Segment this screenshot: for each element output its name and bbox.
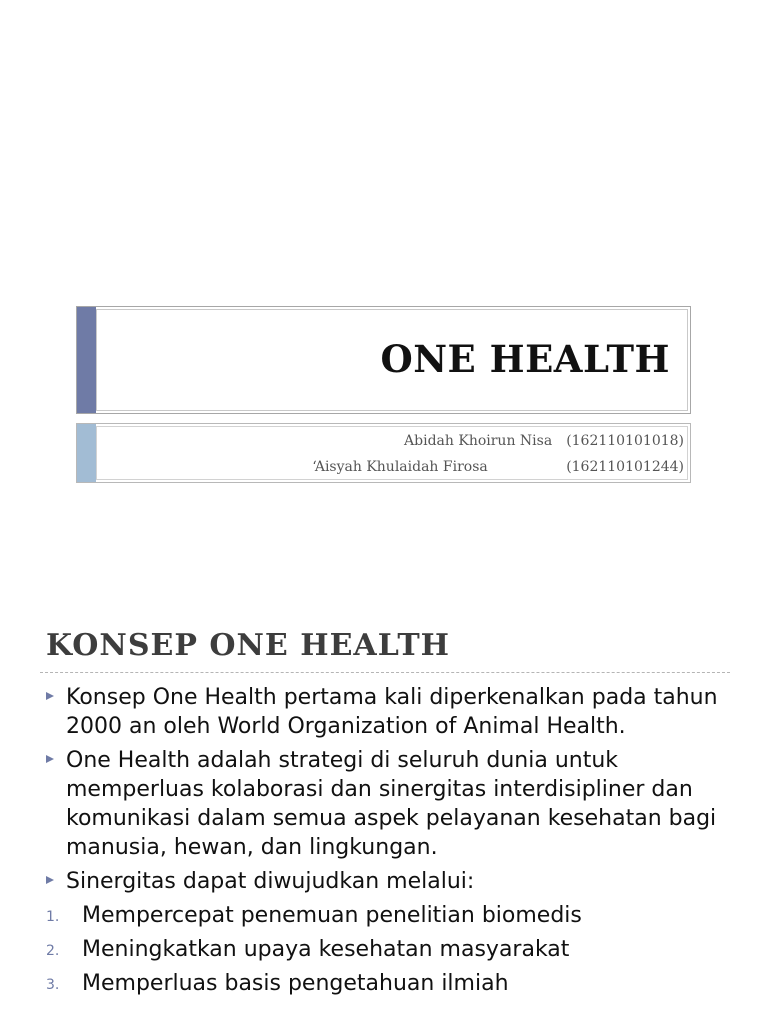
- numbered-text: Memperluas basis pengetahuan ilmiah: [82, 971, 509, 996]
- author-name: ‘Aisyah Khulaidah Firosa: [312, 459, 488, 475]
- author-nim: (162110101244): [566, 459, 684, 475]
- bullet-item: [44, 746, 724, 862]
- list-number: 2.: [46, 943, 60, 959]
- bullet-text: Sinergitas dapat diwujudkan melalui:: [66, 869, 475, 894]
- author-row: [312, 459, 684, 475]
- numbered-text: Mempercepat penemuan penelitian biomedis: [82, 903, 582, 928]
- triangle-bullet-icon: [46, 876, 54, 884]
- list-number: 1.: [46, 909, 60, 925]
- numbered-item: [44, 969, 724, 998]
- numbered-item: [44, 935, 724, 964]
- triangle-bullet-icon: [46, 692, 54, 700]
- subtitle-accent-bar: [77, 424, 96, 482]
- title-box: [76, 306, 691, 414]
- numbered-text: Meningkatkan upaya kesehatan masyarakat: [82, 937, 570, 962]
- title-accent-bar: [77, 307, 96, 413]
- bullet-item: [44, 867, 724, 896]
- slide-title: ONE HEALTH: [380, 337, 670, 381]
- bullet-text: One Health adalah strategi di seluruh dunia untuk memperluas kolaborasi dan sinergitas interdisipliner dan komunikasi dalam semua aspek pelayanan kesehatan bagi manusia, hewan, dan lingkungan.: [66, 748, 717, 860]
- numbered-item: [44, 901, 724, 930]
- slide-heading: KONSEP ONE HEALTH: [46, 628, 451, 663]
- subtitle-box: [76, 423, 691, 483]
- author-name: Abidah Khoirun Nisa: [404, 433, 553, 449]
- bullet-item: [44, 683, 724, 741]
- author-nim: (162110101018): [566, 433, 684, 449]
- bullet-text: Konsep One Health pertama kali diperkenalkan pada tahun 2000 an oleh World Organization of Animal Health.: [66, 685, 718, 739]
- slide-body: [44, 683, 724, 1003]
- list-number: 3.: [46, 977, 60, 993]
- triangle-bullet-icon: [46, 755, 54, 763]
- content-slide: [0, 576, 768, 1024]
- heading-divider: [40, 672, 730, 673]
- author-row: [404, 433, 684, 449]
